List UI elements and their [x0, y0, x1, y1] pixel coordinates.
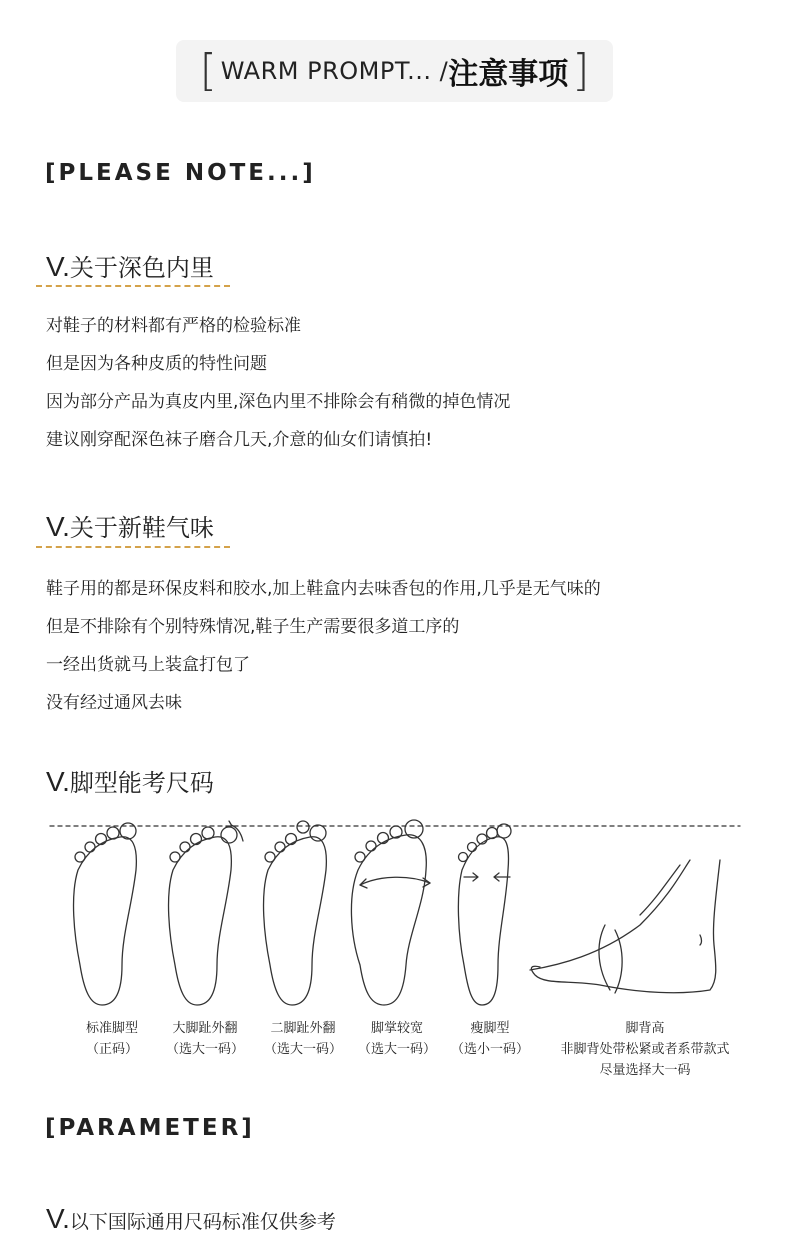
foot-thin [458, 824, 511, 1005]
caption-name: 脚背高 [625, 1021, 665, 1036]
section-marker: V. [46, 766, 70, 797]
body-line: 但是不排除有个别特殊情况,鞋子生产需要很多道工序的 [46, 617, 460, 637]
section-title-text: 关于深色内里 [69, 254, 214, 282]
caption-note: （选大一码） [165, 1042, 244, 1057]
dashed-divider [36, 546, 230, 548]
section-size-standard-title [46, 1203, 336, 1235]
caption-name: 二脚趾外翻 [270, 1021, 336, 1036]
caption-second-toe [258, 1018, 348, 1060]
body-line: 因为部分产品为真皮内里,深色内里不排除会有稍微的掉色情况 [46, 392, 511, 412]
banner-title-cn: 注意事项 [448, 57, 569, 92]
section-new-shoe-smell-body [46, 570, 601, 722]
bracket-left: [ [199, 45, 217, 96]
body-line: 一经出货就马上装盒打包了 [46, 655, 250, 675]
foot-wide [351, 820, 430, 1005]
caption-thin [445, 1018, 535, 1060]
bracket-right: ] [572, 45, 590, 96]
caption-wide [352, 1018, 442, 1060]
foot-high-instep [530, 860, 720, 993]
please-note-heading: [PLEASE NOTE...] [45, 160, 316, 186]
warm-prompt-banner [176, 40, 613, 102]
banner-title-en: WARM PROMPT... / [220, 57, 449, 85]
section-new-shoe-smell-title [46, 508, 214, 543]
caption-note: （选大一码） [263, 1042, 342, 1057]
caption-high-instep [540, 1018, 750, 1081]
foot-big-toe-valgus [169, 821, 243, 1005]
section-marker: V. [46, 511, 70, 542]
caption-name: 瘦脚型 [470, 1021, 510, 1036]
section-title-text: 以下国际通用尺码标准仅供参考 [69, 1211, 336, 1233]
caption-note: （选大一码） [357, 1042, 436, 1057]
body-line: 对鞋子的材料都有严格的检验标准 [46, 316, 301, 336]
section-foot-type-title [46, 763, 214, 798]
caption-note: 非脚背处带松紧或者系带款式 [560, 1042, 730, 1057]
section-marker: V. [46, 1203, 70, 1234]
caption-name: 标准脚型 [85, 1021, 138, 1036]
section-dark-lining-title [46, 248, 214, 283]
section-marker: V. [46, 251, 70, 282]
dashed-divider [36, 285, 230, 287]
body-line: 建议刚穿配深色袜子磨合几天,介意的仙女们请慎拍! [46, 430, 433, 450]
parameter-heading: [PARAMETER] [45, 1115, 255, 1141]
caption-note: （正码） [85, 1042, 138, 1057]
section-dark-lining-body [46, 307, 510, 459]
foot-second-toe-valgus [264, 821, 327, 1005]
caption-note: （选小一码） [450, 1042, 529, 1057]
foot-standard [74, 823, 137, 1005]
section-title-text: 关于新鞋气味 [69, 514, 214, 542]
caption-big-toe [160, 1018, 250, 1060]
body-line: 但是因为各种皮质的特性问题 [46, 354, 267, 374]
caption-standard [72, 1018, 152, 1060]
section-title-text: 脚型能考尺码 [69, 769, 214, 797]
caption-name: 大脚趾外翻 [172, 1021, 238, 1036]
caption-note-2: 尽量选择大一码 [599, 1063, 691, 1078]
caption-name: 脚掌较宽 [370, 1021, 423, 1036]
body-line: 鞋子用的都是环保皮料和胶水,加上鞋盒内去味香包的作用,几乎是无气味的 [46, 579, 601, 599]
body-line: 没有经过通风去味 [46, 693, 182, 713]
